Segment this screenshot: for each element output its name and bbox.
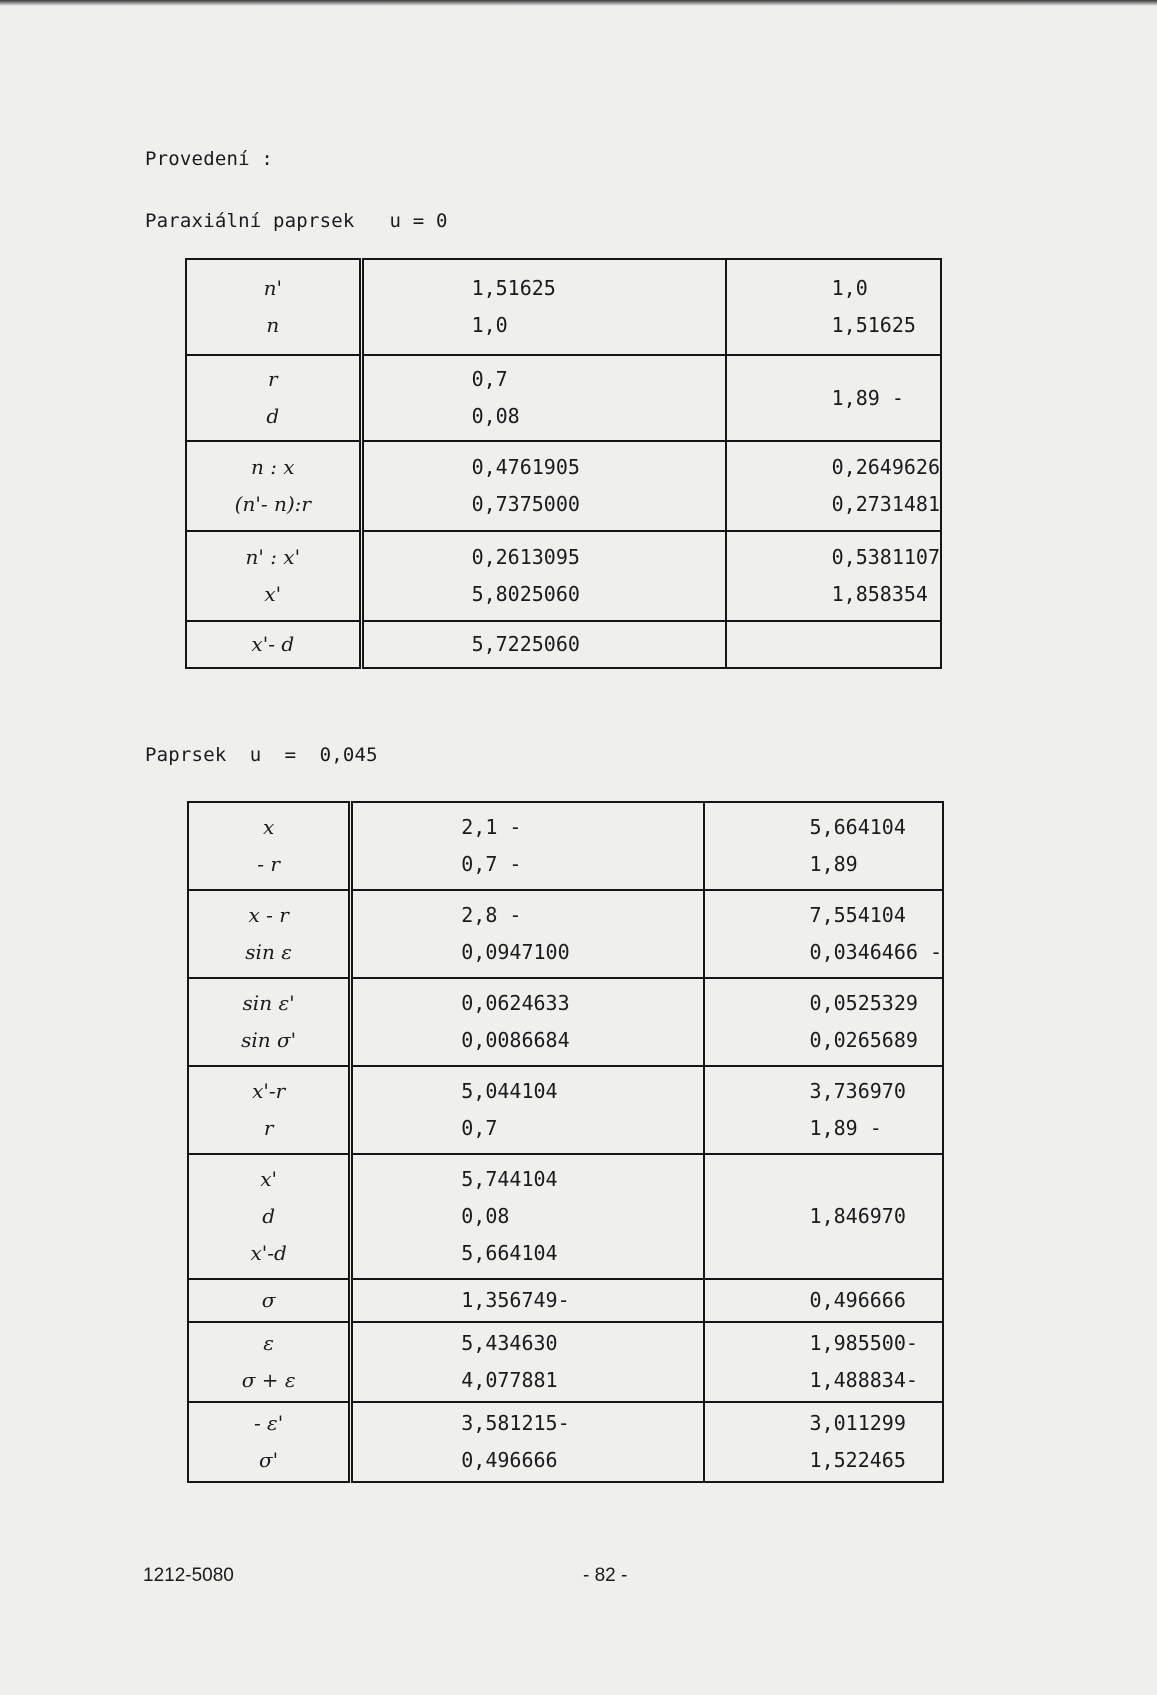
table-cell-value-col1 [351, 1154, 704, 1279]
row-label: r [263, 1116, 274, 1140]
section2-condition: u = 0,045 [249, 744, 378, 766]
value-col2: 0,0265689 [809, 1028, 918, 1052]
ray-table-body [188, 802, 943, 1482]
value-col1: 0,0086684 [461, 1028, 570, 1052]
row-label: n' [263, 276, 282, 300]
value-col1: 1,0 [471, 313, 508, 337]
table-cell-value-col2 [726, 259, 941, 355]
value-col1: 5,7225060 [471, 632, 580, 656]
table-cell-value-col2 [726, 355, 941, 441]
value-col2: 1,89 [809, 852, 858, 876]
row-label: x - r [248, 903, 289, 927]
table-cell-value-col2 [726, 531, 941, 621]
value-col2: 1,51625 [831, 313, 916, 337]
value-col1: 0,4761905 [471, 455, 580, 479]
table-cell-value-col1 [351, 978, 704, 1066]
table-cell-value-col2 [704, 1279, 943, 1322]
table-row [188, 890, 943, 978]
value-col1: 0,7 - [461, 852, 522, 876]
row-label: sin ε [245, 940, 292, 964]
value-col1: 0,08 [461, 1204, 510, 1228]
table-cell-value-col1 [361, 441, 726, 531]
table-cell-value-col1 [351, 1322, 704, 1402]
ray-table [187, 801, 944, 1483]
table-cell-value-col1 [361, 259, 726, 355]
row-label: - r [257, 852, 280, 876]
table-cell-row-label [186, 621, 361, 668]
table-cell-value-col2 [704, 802, 943, 890]
value-col2: 1,985500- [809, 1331, 918, 1355]
value-col2: 1,858354 [831, 582, 928, 606]
section2-title-line [145, 744, 378, 766]
table-row [188, 1154, 943, 1279]
value-col2: 1,0 [831, 276, 868, 300]
table-row [186, 621, 941, 668]
table-cell-row-label [186, 259, 361, 355]
table-cell-row-label [188, 802, 351, 890]
row-label: x'- d [251, 632, 295, 656]
value-col1: 0,0947100 [461, 940, 570, 964]
value-col1: 0,08 [471, 404, 520, 428]
table-cell-row-label [188, 1279, 351, 1322]
table-row [186, 531, 941, 621]
row-label: x'-d [250, 1241, 287, 1265]
value-col2: 3,736970 [809, 1079, 906, 1103]
row-label: n [266, 313, 280, 337]
value-col1: 2,1 - [461, 815, 522, 839]
value-col1: 0,7 [461, 1116, 498, 1140]
table-cell-value-col2 [726, 621, 941, 668]
value-col2: 1,488834- [809, 1368, 918, 1392]
table-cell-value-col1 [351, 1402, 704, 1482]
table-cell-value-col1 [351, 1066, 704, 1154]
value-col1: 5,8025060 [471, 582, 580, 606]
value-col2: 5,664104 [809, 815, 906, 839]
table-cell-row-label [188, 1066, 351, 1154]
table-cell-value-col2 [704, 1154, 943, 1279]
value-col2: 1,846970 [809, 1204, 906, 1228]
table-row [188, 1279, 943, 1322]
table-row [186, 259, 941, 355]
value-col1: 0,0624633 [461, 991, 570, 1015]
value-col1: 0,496666 [461, 1448, 558, 1472]
value-col1: 4,077881 [461, 1368, 558, 1392]
row-label: n : x [250, 455, 295, 479]
table-row [188, 802, 943, 890]
document-number: 1212-5080 [143, 1565, 234, 1586]
table-cell-row-label [188, 1154, 351, 1279]
value-col1: 3,581215- [461, 1411, 570, 1435]
value-col2: 1,522465 [809, 1448, 906, 1472]
table-cell-value-col2 [704, 978, 943, 1066]
value-col1: 0,2613095 [471, 545, 580, 569]
table-cell-value-col1 [361, 355, 726, 441]
row-label: σ [261, 1288, 276, 1312]
value-col2: 0,2649626 [831, 455, 940, 479]
value-col1: 1,51625 [471, 276, 556, 300]
value-col2: 7,554104 [809, 903, 906, 927]
table-row [188, 1066, 943, 1154]
table-cell-value-col1 [351, 1279, 704, 1322]
row-label: x [262, 815, 275, 839]
row-label: r [268, 367, 278, 391]
row-label: ε [263, 1331, 274, 1355]
table-cell-value-col1 [361, 621, 726, 668]
scan-edge [0, 0, 1157, 6]
section1-title: Paraxiální paprsek [145, 210, 355, 232]
value-col2: 0,496666 [809, 1288, 906, 1312]
table-cell-value-col1 [351, 802, 704, 890]
value-col2: 3,011299 [809, 1411, 906, 1435]
row-label: x' [264, 582, 282, 606]
section2-title: Paprsek [145, 744, 227, 766]
row-label: d [262, 1204, 276, 1228]
paraxial-table [185, 258, 942, 669]
paraxial-table-body [186, 259, 941, 668]
table-row [186, 441, 941, 531]
table-cell-row-label [186, 531, 361, 621]
row-label: x' [260, 1167, 277, 1191]
table-row [188, 1322, 943, 1402]
table-cell-row-label [188, 978, 351, 1066]
value-col2: 1,89 - [809, 1116, 882, 1140]
table-cell-value-col2 [704, 1066, 943, 1154]
table-cell-row-label [188, 1322, 351, 1402]
table-cell-value-col2 [704, 1402, 943, 1482]
table-row [188, 978, 943, 1066]
row-label: sin σ' [241, 1028, 297, 1052]
value-col2: 0,0346466 - [809, 940, 942, 964]
value-col2: 0,0525329 [809, 991, 918, 1015]
value-col2: 0,2731481 [831, 492, 940, 516]
table-cell-value-col2 [704, 890, 943, 978]
value-col2: 0,5381107 [831, 545, 940, 569]
value-col1: 2,8 - [461, 903, 522, 927]
value-col1: 5,664104 [461, 1241, 558, 1265]
row-label: n' : x' [245, 545, 301, 569]
section1-title-line [145, 210, 448, 232]
value-col1: 5,434630 [461, 1331, 558, 1355]
table-cell-row-label [188, 890, 351, 978]
row-label: σ + ε [241, 1368, 296, 1392]
table-cell-value-col2 [704, 1322, 943, 1402]
table-cell-row-label [188, 1402, 351, 1482]
row-label: - ε' [253, 1411, 284, 1435]
page-number: - 82 - [583, 1565, 628, 1586]
row-label: σ' [259, 1448, 279, 1472]
value-col1: 1,356749- [461, 1288, 570, 1312]
table-row [188, 1402, 943, 1482]
value-col2: 1,89 - [831, 385, 904, 410]
section1-condition: u = 0 [389, 210, 448, 232]
value-col1: 5,044104 [461, 1079, 558, 1103]
heading-provedeni: Provedení : [145, 148, 274, 170]
table-cell-row-label [186, 441, 361, 531]
table-cell-row-label [186, 355, 361, 441]
row-label: d [266, 404, 280, 428]
table-cell-value-col2 [726, 441, 941, 531]
row-label: sin ε' [242, 991, 295, 1015]
table-cell-value-col1 [361, 531, 726, 621]
value-col1: 0,7375000 [471, 492, 580, 516]
table-cell-value-col1 [351, 890, 704, 978]
row-label: x'-r [252, 1079, 286, 1103]
value-col1: 5,744104 [461, 1167, 558, 1191]
table-row [186, 355, 941, 441]
row-label: (n'- n):r [234, 492, 311, 516]
value-col1: 0,7 [471, 367, 508, 391]
